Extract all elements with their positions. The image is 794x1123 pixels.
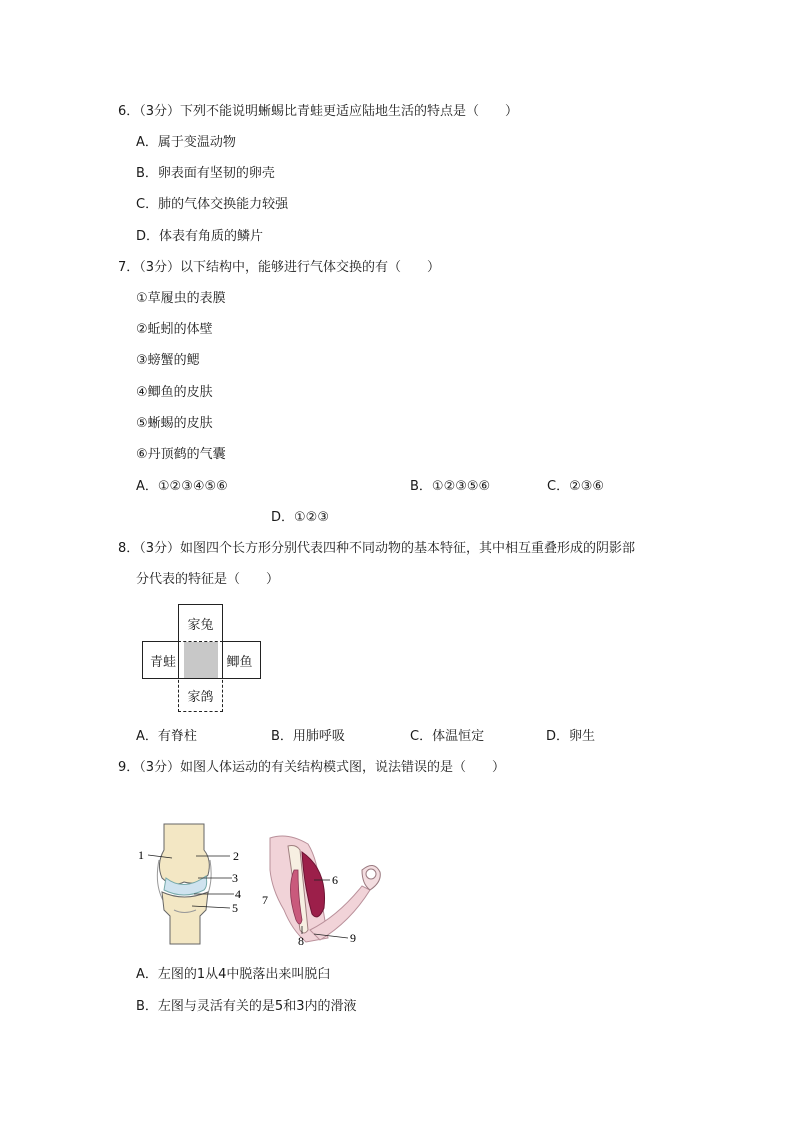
q7-item-2: ②蚯蚓的体壁: [136, 322, 213, 337]
box-pigeon-label: 家鸽: [187, 690, 214, 705]
q6-option-b: B．卵表面有坚韧的卵壳: [136, 166, 275, 181]
q7-option-d: D．①②③: [271, 510, 329, 525]
box-frog-label: 青蛙: [149, 654, 176, 670]
q7-item-5: ⑤蜥蜴的皮肤: [136, 416, 213, 431]
q6-option-c: C．肺的气体交换能力较强: [136, 197, 289, 212]
q7-item-4: ④鲫鱼的皮肤: [136, 385, 213, 400]
q9-option-b: B．左图与灵活有关的是5和3内的滑液: [136, 999, 357, 1014]
q6-option-a: A．属于变温动物: [136, 135, 236, 150]
q7-item-6: ⑥丹顶鹤的气囊: [136, 447, 226, 462]
label-1: 1: [138, 848, 144, 862]
femur-shape: [159, 824, 209, 884]
label-8: 8: [298, 934, 304, 948]
label-4: 4: [235, 887, 241, 901]
q7-item-1: ①草履虫的表膜: [136, 291, 226, 306]
q8-stem-line2: 分代表的特征是（ ）: [136, 572, 280, 587]
box-crucian-label: 鲫鱼: [226, 654, 253, 670]
q6-option-d: D．体表有角质的鳞片: [136, 229, 264, 244]
tibia-shape: [162, 892, 208, 944]
label-7: 7: [262, 893, 268, 907]
box-rabbit-label: 家兔: [187, 618, 214, 633]
box-crucian: [218, 641, 261, 679]
label-5: 5: [232, 901, 238, 915]
q7-option-a: A．①②③④⑤⑥: [136, 479, 228, 494]
q8-stem-line1: 8．（3分）如图四个长方形分别代表四种不同动物的基本特征，其中相互重叠形成的阴影部: [118, 541, 636, 556]
q8-option-a: A．有脊柱: [136, 729, 197, 744]
arm-figure: [258, 830, 388, 950]
label-6: 6: [332, 873, 338, 887]
q7-item-3: ③螃蟹的鳃: [136, 353, 200, 368]
q9-option-a: A．左图的1从4中脱落出来叫脱臼: [136, 967, 331, 982]
q8-option-d: D．卵生: [546, 729, 596, 744]
q7-stem: 7．（3分）以下结构中，能够进行气体交换的有（ ）: [118, 260, 441, 275]
q8-option-b: B．用肺呼吸: [271, 729, 345, 744]
q6-stem: 6．（3分）下列不能说明蜥蜴比青蛙更适应陆地生活的特点是（ ）: [118, 104, 519, 119]
label-3: 3: [232, 871, 238, 885]
q7-option-c: C．②③⑥: [547, 479, 605, 494]
q9-stem: 9．（3分）如图人体运动的有关结构模式图，说法错误的是（ ）: [118, 760, 506, 775]
knee-joint-figure: [134, 820, 254, 950]
label-9: 9: [350, 931, 356, 945]
q8-option-c: C．体温恒定: [410, 729, 485, 744]
overlap-shade: [184, 642, 218, 678]
label-2: 2: [233, 849, 239, 863]
q7-option-b: B．①②③⑤⑥: [410, 479, 491, 494]
